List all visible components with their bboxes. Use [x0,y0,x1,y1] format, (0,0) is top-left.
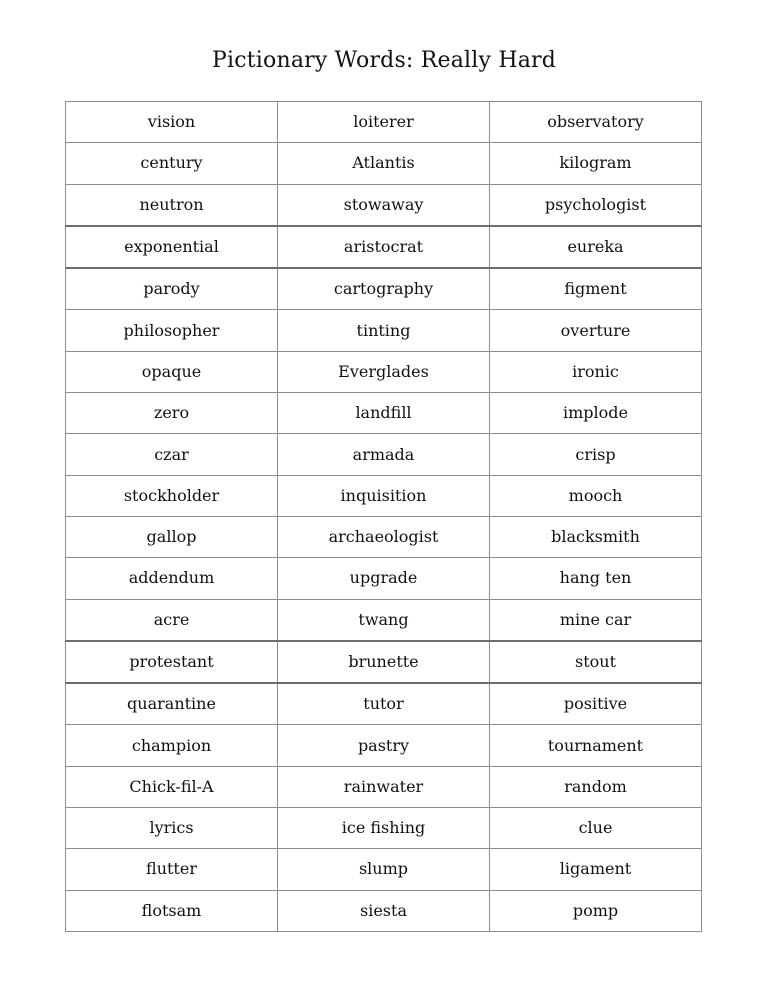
table-row [66,475,702,516]
word-cell: aristocrat [278,226,490,268]
word-cell: figment [490,268,702,310]
word-cell: psychologist [490,184,702,226]
word-cell: pomp [490,890,702,931]
table-row [66,641,702,683]
table-row [66,516,702,557]
table-row [66,808,702,849]
word-cell: Atlantis [278,143,490,184]
word-cell: landfill [278,393,490,434]
word-cell: flotsam [66,890,278,931]
word-cell: tournament [490,725,702,766]
word-cell: random [490,766,702,807]
word-cell: cartography [278,268,490,310]
table-row [66,683,702,725]
word-cell: protestant [66,641,278,683]
word-cell: stout [490,641,702,683]
table-row [66,143,702,184]
word-cell: champion [66,725,278,766]
word-cell: stowaway [278,184,490,226]
table-row [66,766,702,807]
word-cell: observatory [490,102,702,143]
word-cell: upgrade [278,558,490,599]
table-row [66,226,702,268]
word-cell: philosopher [66,310,278,351]
word-cell: ligament [490,849,702,890]
table-row [66,599,702,641]
word-cell: eureka [490,226,702,268]
word-cell: stockholder [66,475,278,516]
table-row [66,184,702,226]
word-cell: acre [66,599,278,641]
table-row [66,268,702,310]
word-cell: armada [278,434,490,475]
table-row [66,310,702,351]
word-cell: archaeologist [278,516,490,557]
table-row [66,434,702,475]
word-cell: tinting [278,310,490,351]
word-cell: overture [490,310,702,351]
word-cell: blacksmith [490,516,702,557]
word-cell: czar [66,434,278,475]
table-row [66,849,702,890]
word-cell: flutter [66,849,278,890]
word-cell: quarantine [66,683,278,725]
word-table-body [66,102,702,932]
word-table [65,101,702,932]
word-cell: exponential [66,226,278,268]
word-cell: brunette [278,641,490,683]
word-cell: vision [66,102,278,143]
word-cell: parody [66,268,278,310]
word-cell: century [66,143,278,184]
word-cell: mine car [490,599,702,641]
table-row [66,102,702,143]
word-cell: ice fishing [278,808,490,849]
table-row [66,393,702,434]
table-row [66,725,702,766]
word-cell: mooch [490,475,702,516]
table-row [66,351,702,392]
word-cell: Everglades [278,351,490,392]
word-cell: pastry [278,725,490,766]
word-cell: positive [490,683,702,725]
table-row [66,558,702,599]
word-cell: tutor [278,683,490,725]
word-cell: ironic [490,351,702,392]
word-cell: kilogram [490,143,702,184]
table-row [66,890,702,931]
word-cell: opaque [66,351,278,392]
word-cell: clue [490,808,702,849]
word-cell: rainwater [278,766,490,807]
word-cell: lyrics [66,808,278,849]
word-cell: crisp [490,434,702,475]
word-cell: gallop [66,516,278,557]
word-cell: twang [278,599,490,641]
page-title: Pictionary Words: Really Hard [211,48,557,73]
word-cell: Chick-fil-A [66,766,278,807]
word-cell: loiterer [278,102,490,143]
word-cell: implode [490,393,702,434]
word-cell: neutron [66,184,278,226]
word-cell: addendum [66,558,278,599]
word-cell: hang ten [490,558,702,599]
word-cell: zero [66,393,278,434]
word-cell: siesta [278,890,490,931]
word-cell: inquisition [278,475,490,516]
word-cell: slump [278,849,490,890]
